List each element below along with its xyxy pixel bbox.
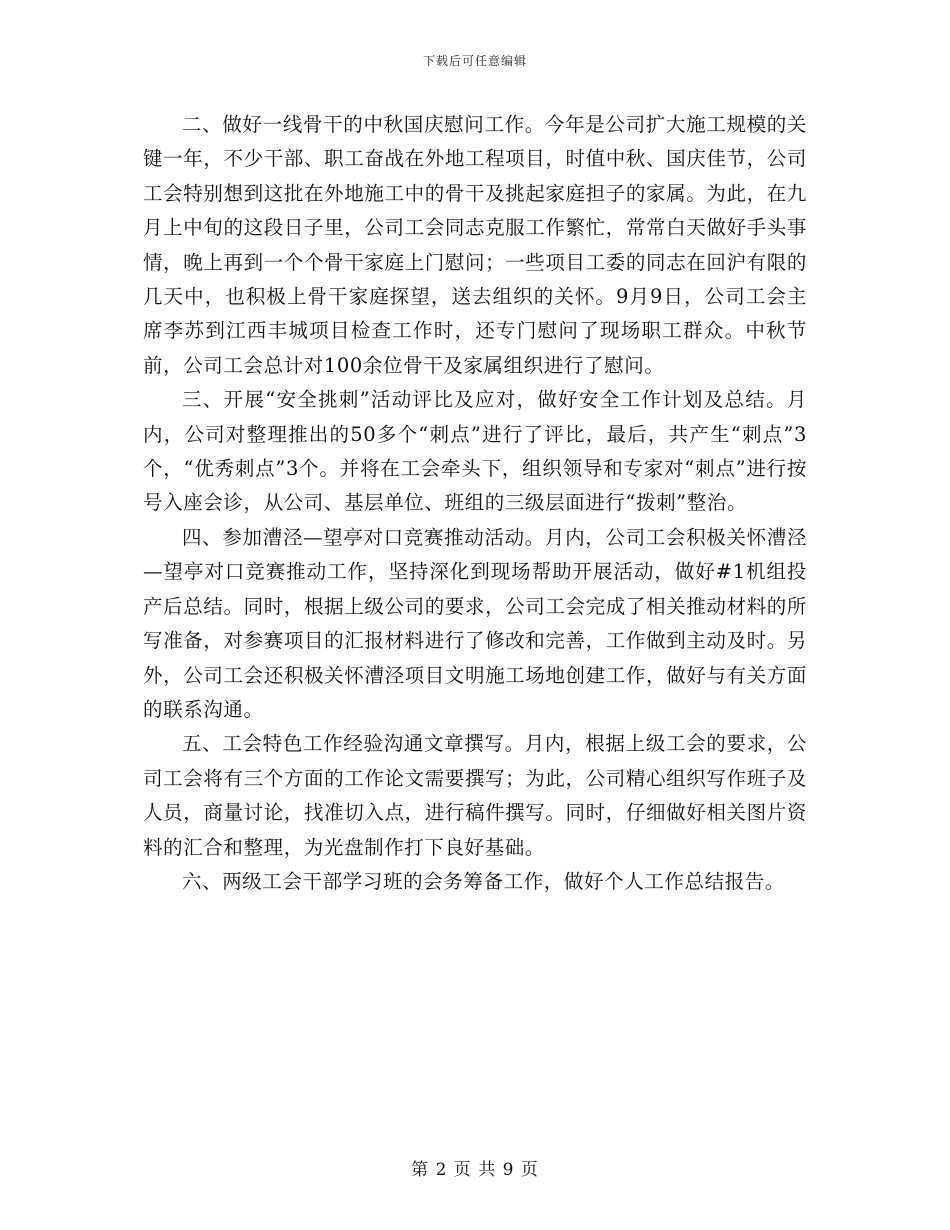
paragraph-competition: 四、参加漕泾—望亭对口竞赛推动活动。月内，公司工会积极关怀漕泾—望亭对口竞赛推动工作，坚持深化到现场帮助开展活动，做好#1机组投产后总结。同时，根据上级公司的要求，公司工会完成了相关推动材料的所写准备，对参赛项目的汇报材料进行了修改和完善，工作做到主动及时。另外，公司工会还积极关怀漕泾项目文明施工场地创建工作，做好与有关方面的联系沟通。 [143, 525, 807, 721]
paragraph-mid-autumn-visits: 二、做好一线骨干的中秋国庆慰问工作。今年是公司扩大施工规模的关键一年，不少干部、职工奋战在外地工程项目，时值中秋、国庆佳节，公司工会特别想到这批在外地施工中的骨干及挑起家庭担子的家属。为此，在九月上中旬的这段日子里，公司工会同志克服工作繁忙，常常白天做好手头事情，晚上再到一个个骨干家庭上门慰问；一些项目工委的同志在回沪有限的几天中，也积极上骨干家庭探望，送去组织的关怀。9月9日，公司工会主席李苏到江西丰城项目检查工作时，还专门慰问了现场职工群众。中秋节前，公司工会总计对100余位骨干及家属组织进行了慰问。 [143, 113, 807, 377]
paragraph-training-prep: 六、两级工会干部学习班的会务筹备工作，做好个人工作总结报告。 [182, 869, 786, 893]
page-header-note: 下载后可任意编辑 [422, 54, 527, 68]
paragraph-article-writing: 五、工会特色工作经验沟通文章撰写。月内，根据上级工会的要求，公司工会将有三个方面的工作论文需要撰写；为此，公司精心组织写作班子及人员，商量讨论，找准切入点，进行稿件撰写。同时，仔细做好相关图片资料的汇合和整理，为光盘制作打下良好基础。 [143, 732, 807, 859]
document-body [143, 108, 807, 899]
paragraph-safety-campaign: 三、开展“安全挑刺”活动评比及应对，做好安全工作计划及总结。月内，公司对整理推出的50多个“刺点”进行了评比，最后，共产生“刺点”3个，“优秀刺点”3个。并将在工会牵头下，组织领导和专家对“刺点”进行按号入座会诊，从公司、基层单位、班组的三级层面进行“拨刺”整治。 [143, 388, 807, 515]
page-number: 第 2 页 共 9 页 [411, 1160, 539, 1180]
